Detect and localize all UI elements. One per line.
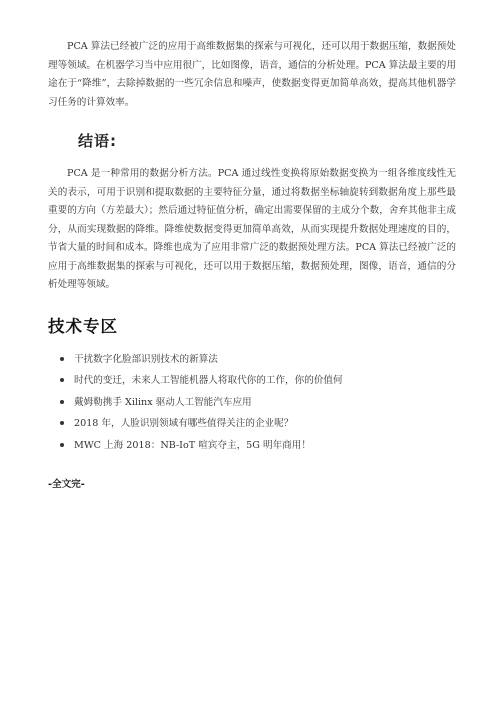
tech-link-item[interactable] <box>60 349 456 371</box>
tech-link-item[interactable] <box>60 413 456 435</box>
tech-link-item[interactable] <box>60 435 456 457</box>
tech-link-list <box>48 349 456 457</box>
tech-link-text[interactable]: 戴姆勒携手 Xilinx 驱动人工智能汽车应用 <box>74 396 252 408</box>
tech-link-text[interactable]: 2018 年，人脸识别领域有哪些值得关注的企业呢？ <box>74 418 294 429</box>
bullet-icon <box>60 378 64 382</box>
tech-link-text[interactable]: 时代的变迁，未来人工智能机器人将取代你的工作，你的价值何 <box>74 375 343 386</box>
document-page <box>48 38 456 490</box>
bullet-icon <box>60 357 64 361</box>
bullet-icon <box>60 400 64 404</box>
tech-link-text[interactable]: MWC 上海 2018：NB-IoT 喧宾夺主，5G 明年商用！ <box>74 439 311 451</box>
bullet-icon <box>60 421 64 425</box>
conclusion-heading: 结语: <box>78 132 117 150</box>
intro-paragraph: PCA 算法已经被广泛的应用于高维数据集的探索与可视化，还可以用于数据压缩，数据预处理等领域。在机器学习当中应用很广，比如图像，语音，通信的分析处理。PCA 算法最主要的用途在于“降维”，去除掉数据的一些冗余信息和噪声，使数据变得更加简单高效，提高其他机器学习任务的计算效率。 <box>48 41 456 108</box>
bullet-icon <box>60 443 64 447</box>
tech-link-item[interactable] <box>60 370 456 392</box>
end-marker: -全文完- <box>48 479 85 490</box>
conclusion-paragraph: PCA 是一种常用的数据分析方法。PCA 通过线性变换将原始数据变换为一组各维度线性无关的表示，可用于识别和提取数据的主要特征分量，通过将数据坐标轴旋转到数据角度上那些最重要的方向（方差最大）；然后通过特征值分析，确定出需要保留的主成分个数，舍弃其他非主成分，从而实现数据的降维。降维使数据变得更加简单高效，从而实现提升数据处理速度的目的，节省大量的时间和成本。降维也成为了应用非常广泛的数据预处理方法。PCA 算法已经被广泛的应用于高维数据集的探索与可视化，还可以用于数据压缩，数据预处理，图像，语音，通信的分析处理等领域。 <box>48 168 456 290</box>
tech-link-text[interactable]: 干扰数字化脸部识别技术的新算法 <box>74 353 218 365</box>
tech-section-heading: 技术专区 <box>48 316 118 336</box>
tech-link-item[interactable] <box>60 392 456 414</box>
